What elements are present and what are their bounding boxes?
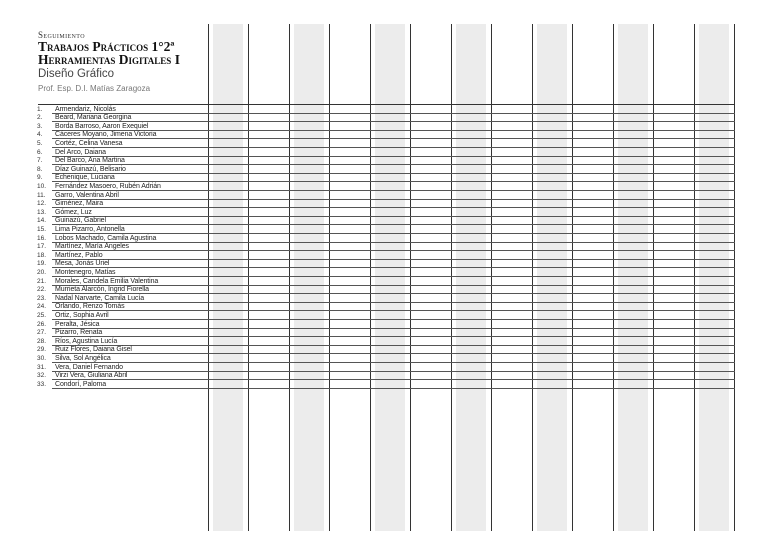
student-number: 18.: [37, 251, 47, 259]
student-name: Garro, Valentina Abril: [55, 191, 119, 199]
header-title-line2: Herramientas Digitales I: [38, 52, 180, 67]
student-number: 29.: [37, 346, 47, 354]
student-number: 28.: [37, 337, 47, 345]
student-number: 8.: [37, 165, 43, 173]
header-professor: Prof. Esp. D.I. Matías Zaragoza: [38, 84, 151, 93]
student-name: Gómez, Luz: [55, 208, 92, 216]
shaded-column: [294, 24, 324, 531]
student-number: 13.: [37, 208, 47, 216]
grid-column-line: [410, 24, 411, 531]
student-name: Murrieta Alarcón, Ingrid Fiorella: [55, 286, 149, 294]
student-name: Del Barco, Ana Martina: [55, 157, 125, 165]
student-name: Peralta, Jésica: [55, 320, 100, 328]
grid-column-line: [289, 24, 290, 531]
grid-column-line: [491, 24, 492, 531]
student-number: 31.: [37, 363, 47, 371]
student-number: 23.: [37, 294, 47, 302]
student-number: 16.: [37, 234, 47, 242]
student-number: 21.: [37, 277, 47, 285]
header-title-line1: Trabajos Prácticos 1°2ª: [38, 39, 175, 54]
header-subject: Diseño Gráfico: [38, 68, 115, 80]
student-number: 3.: [37, 122, 43, 130]
grid-column-line: [329, 24, 330, 531]
student-number: 4.: [37, 131, 43, 139]
student-name: Lobos Machado, Camila Agustina: [55, 234, 157, 242]
student-name: Echenique, Luciana: [55, 174, 115, 182]
student-name: Cáceres Moyano, Jimena Victoria: [55, 131, 157, 139]
student-number: 19.: [37, 260, 47, 268]
student-name: Ruiz Flores, Daiana Gisel: [55, 346, 132, 354]
student-number: 12.: [37, 200, 47, 208]
grid-column-line: [451, 24, 452, 531]
student-name: Ortiz, Sophia Avril: [55, 311, 109, 319]
student-number: 2.: [37, 114, 43, 122]
student-number: 7.: [37, 157, 43, 165]
grid-column-line: [653, 24, 654, 531]
student-name: Fernández Masoero, Rubén Adrián: [55, 182, 161, 190]
student-number: 30.: [37, 354, 47, 362]
student-name: Beard, Mariana Georgina: [55, 114, 132, 122]
sheet-header: [38, 30, 213, 95]
student-number: 25.: [37, 311, 47, 319]
student-number: 32.: [37, 372, 47, 380]
grid-column-line: [208, 24, 209, 531]
student-number: 1.: [37, 105, 43, 113]
student-name: Guinazú, Gabriel: [55, 217, 106, 225]
student-name: Montenegro, Matías: [55, 268, 116, 276]
student-number: 22.: [37, 286, 47, 294]
student-name: Nadal Narvarte, Camila Lucía: [55, 294, 145, 302]
student-name: Díaz Guinazú, Belisario: [55, 165, 126, 173]
grid-column-line: [572, 24, 573, 531]
student-name: Lima Pizarro, Antonella: [55, 225, 125, 233]
student-number: 15.: [37, 225, 47, 233]
student-name: Armendariz, Nicolás: [55, 105, 116, 113]
header-kicker: Seguimiento: [38, 30, 85, 40]
student-number: 20.: [37, 268, 47, 276]
shaded-column: [618, 24, 648, 531]
student-number: 24.: [37, 303, 47, 311]
grid-column-line: [613, 24, 614, 531]
student-number: 11.: [37, 191, 46, 199]
student-name: Pizarro, Renata: [55, 329, 103, 337]
student-number: 27.: [37, 329, 47, 337]
student-name: Mesa, Jonás Uriel: [55, 260, 110, 268]
grid-column-line: [248, 24, 249, 531]
student-name: Virzi Vera, Giuliana Abril: [55, 372, 128, 380]
student-name: Morales, Candela Emilia Valentina: [55, 277, 159, 285]
grid-column-line: [370, 24, 371, 531]
student-number: 26.: [37, 320, 47, 328]
shaded-column: [375, 24, 405, 531]
student-number: 6.: [37, 148, 43, 156]
student-number: 10.: [37, 182, 47, 190]
student-name: Martínez, María Ángeles: [55, 243, 129, 251]
student-name: Ríos, Agustina Lucía: [55, 337, 118, 345]
shaded-column: [213, 24, 243, 531]
shaded-column: [537, 24, 567, 531]
student-number: 33.: [37, 380, 47, 388]
student-name: Orlando, Renzo Tomás: [55, 303, 125, 311]
student-name: Del Arco, Daiana: [55, 148, 106, 156]
student-number: 9.: [37, 174, 43, 182]
student-name: Condorí, Paloma: [55, 380, 107, 388]
grid-column-line: [532, 24, 533, 531]
grid-column-line: [734, 24, 735, 531]
student-name: Martínez, Pablo: [55, 251, 103, 259]
shaded-column: [699, 24, 729, 531]
student-name: Silva, Sol Angélica: [55, 354, 111, 362]
shaded-column: [456, 24, 486, 531]
student-name: Giménez, Maira: [55, 200, 104, 208]
student-name: Cortéz, Celina Vanesa: [55, 139, 123, 147]
student-number: 17.: [37, 243, 47, 251]
grid-column-line: [694, 24, 695, 531]
student-number: 14.: [37, 217, 47, 225]
student-name: Borda Barroso, Aaron Exequiel: [55, 122, 149, 130]
student-number: 5.: [37, 139, 43, 147]
student-name: Vera, Daniel Fernando: [55, 363, 123, 371]
